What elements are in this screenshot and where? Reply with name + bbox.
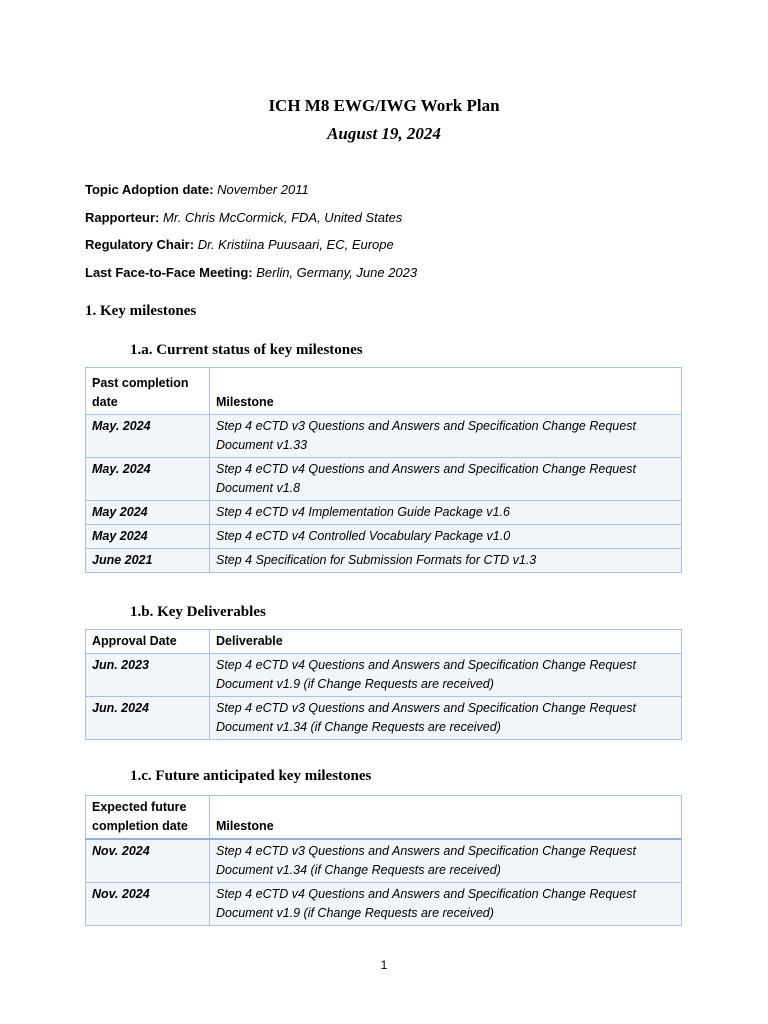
table-row [86, 415, 682, 458]
table-cell-date: May 2024 [86, 525, 210, 549]
column-header: Milestone [210, 796, 682, 840]
table-header-row [86, 796, 682, 840]
table-current-status [85, 367, 682, 573]
section-heading-key-milestones: 1. Key milestones [85, 303, 197, 319]
meta-label: Rapporteur: [85, 210, 160, 225]
meta-value: November 2011 [217, 182, 309, 197]
table-cell-milestone: Step 4 eCTD v4 Questions and Answers and Specification Change Request Document v1.8 [210, 458, 682, 501]
meta-topic-adoption [85, 182, 309, 197]
table-cell-date: May. 2024 [86, 415, 210, 458]
meta-value: Berlin, Germany, June 2023 [256, 265, 418, 280]
table-row [86, 501, 682, 525]
table-cell-date: May 2024 [86, 501, 210, 525]
table-cell-milestone: Step 4 eCTD v3 Questions and Answers and Specification Change Request Document v1.34 (if Change Requests are received) [210, 839, 682, 883]
table-cell-deliverable: Step 4 eCTD v3 Questions and Answers and Specification Change Request Document v1.34 (if Change Requests are received) [210, 697, 682, 740]
meta-value: Mr. Chris McCormick, FDA, United States [163, 210, 403, 225]
table-cell-date: Nov. 2024 [86, 883, 210, 926]
table-row [86, 549, 682, 573]
column-header: Milestone [210, 368, 682, 415]
table-row [86, 839, 682, 883]
meta-label: Topic Adoption date: [85, 182, 214, 197]
table-key-deliverables [85, 629, 682, 740]
table-cell-date: Nov. 2024 [86, 839, 210, 883]
table-row [86, 654, 682, 697]
subsection-heading-current-status: 1.a. Current status of key milestones [130, 342, 363, 358]
document-title: ICH M8 EWG/IWG Work Plan [268, 96, 500, 115]
meta-value: Dr. Kristiina Puusaari, EC, Europe [197, 237, 394, 252]
table-row [86, 883, 682, 926]
document-date: August 19, 2024 [327, 124, 441, 143]
meta-last-meeting [85, 265, 417, 280]
column-header: Deliverable [210, 630, 682, 654]
table-cell-date: Jun. 2023 [86, 654, 210, 697]
table-cell-milestone: Step 4 eCTD v4 Implementation Guide Package v1.6 [210, 501, 682, 525]
meta-label: Last Face-to-Face Meeting: [85, 265, 253, 280]
table-cell-date: June 2021 [86, 549, 210, 573]
table-row [86, 458, 682, 501]
table-cell-deliverable: Step 4 eCTD v4 Questions and Answers and Specification Change Request Document v1.9 (if Change Requests are received) [210, 654, 682, 697]
table-cell-milestone: Step 4 eCTD v3 Questions and Answers and Specification Change Request Document v1.33 [210, 415, 682, 458]
column-header: Expected future completion date [86, 796, 210, 840]
table-cell-milestone: Step 4 eCTD v4 Controlled Vocabulary Package v1.0 [210, 525, 682, 549]
table-cell-milestone: Step 4 eCTD v4 Questions and Answers and Specification Change Request Document v1.9 (if Change Requests are received) [210, 883, 682, 926]
page-number: 1 [380, 958, 388, 972]
subsection-heading-future-milestones: 1.c. Future anticipated key milestones [130, 768, 372, 784]
column-header: Approval Date [86, 630, 210, 654]
column-header: Past completion date [86, 368, 210, 415]
table-header-row [86, 368, 682, 415]
table-cell-milestone: Step 4 Specification for Submission Formats for CTD v1.3 [210, 549, 682, 573]
table-future-milestones [85, 795, 682, 926]
meta-regulatory-chair [85, 237, 394, 252]
table-cell-date: Jun. 2024 [86, 697, 210, 740]
table-row [86, 525, 682, 549]
subsection-heading-key-deliverables: 1.b. Key Deliverables [130, 604, 266, 620]
table-cell-date: May. 2024 [86, 458, 210, 501]
meta-rapporteur [85, 210, 402, 225]
table-row [86, 697, 682, 740]
meta-label: Regulatory Chair: [85, 237, 195, 252]
table-header-row [86, 630, 682, 654]
